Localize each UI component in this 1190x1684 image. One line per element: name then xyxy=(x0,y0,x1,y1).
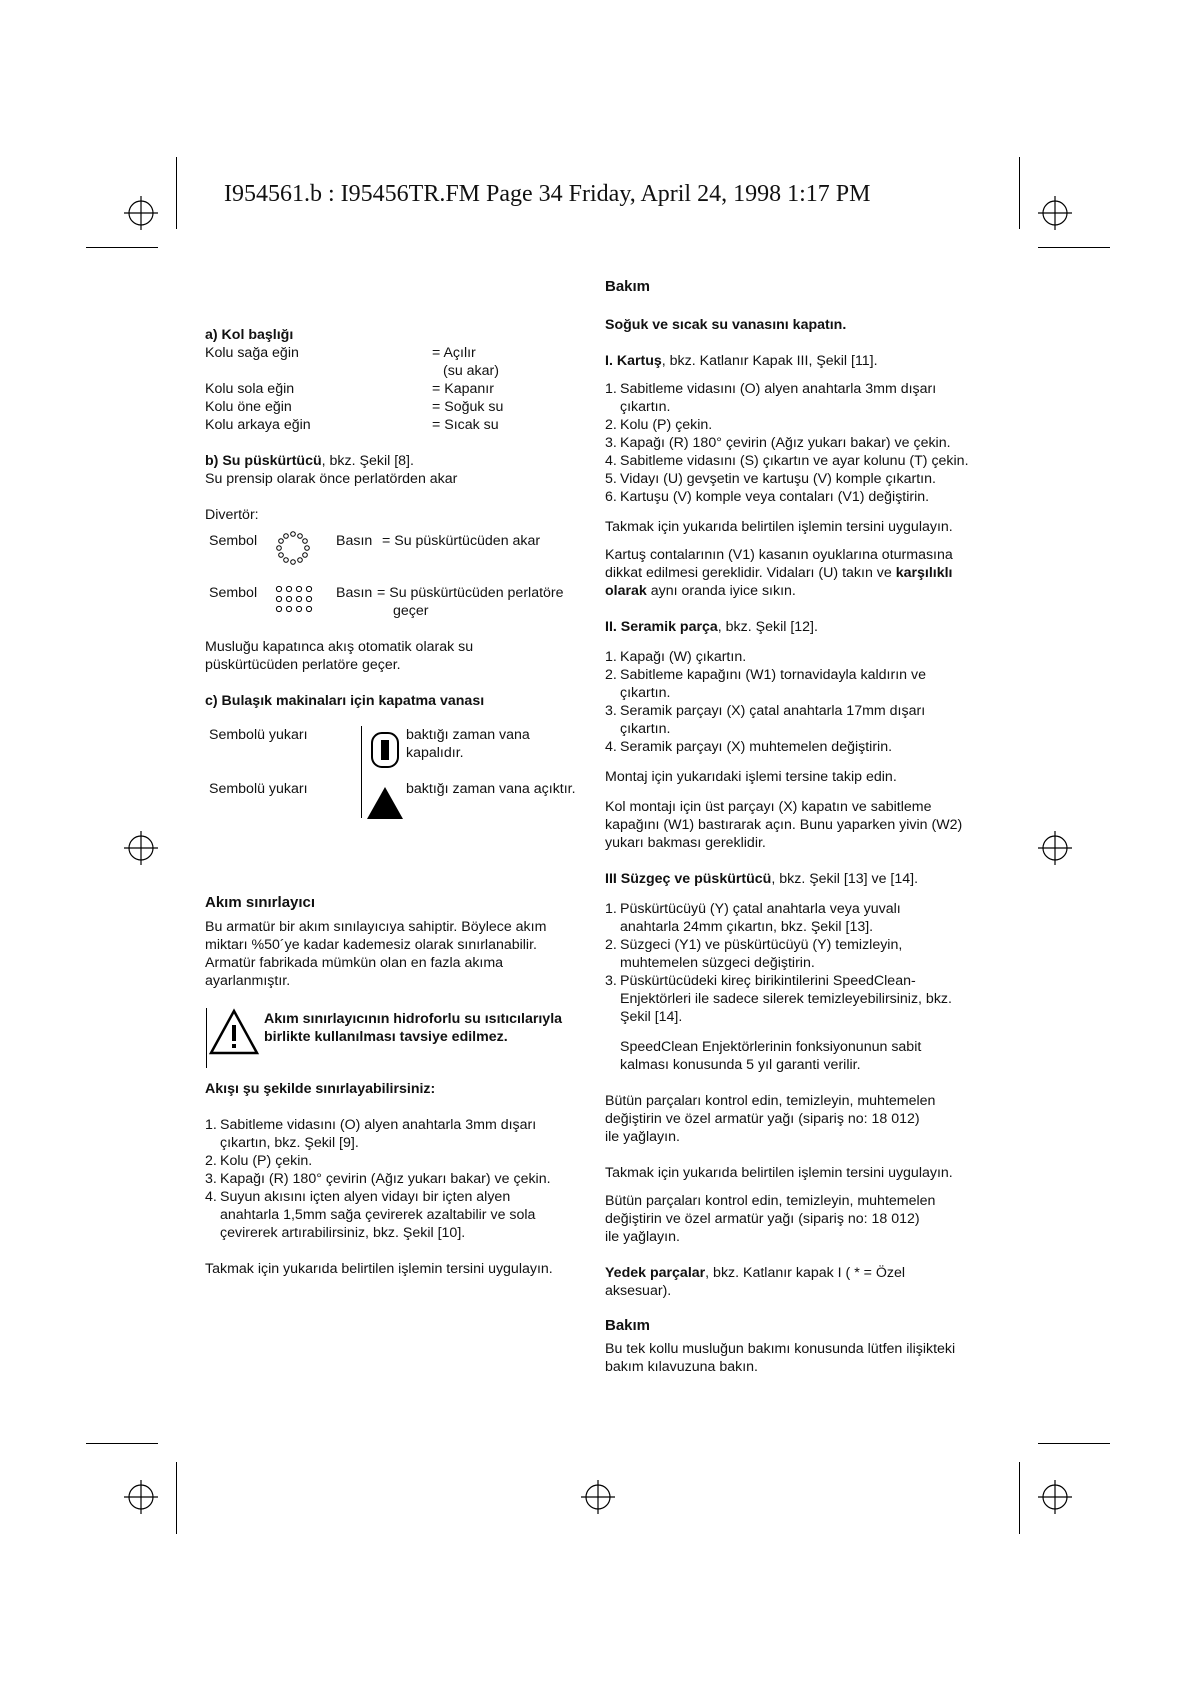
butun-text: değiştirin ve özel armatür yağı (sipariş no: 18 012) xyxy=(605,1211,920,1227)
yedek-title: Yedek parçalar xyxy=(605,1265,706,1281)
seramik-step-line: Seramik parçayı (X) çatal anahtarla 17mm dışarı xyxy=(620,703,926,719)
yedek-ref: , bkz. Katlanır kapak I ( * = Özel xyxy=(705,1265,906,1281)
suzgec-step-line: Püskürtücüyü (Y) çatal anahtarla veya yuvalı xyxy=(620,901,901,917)
butun-text: Bütün parçaları kontrol edin, temizleyin, muhtemelen xyxy=(605,1093,936,1109)
kartus-contalar xyxy=(605,582,796,600)
kol-result: (su akar) xyxy=(443,363,499,379)
seramik-title: II. Seramik parça xyxy=(605,619,718,635)
kartus-contalar-bold: olarak xyxy=(605,583,647,599)
bakim2-heading: Bakım xyxy=(605,1317,651,1334)
crop-line xyxy=(176,157,177,229)
yedek-ref2: aksesuar). xyxy=(605,1283,672,1299)
crop-line xyxy=(86,247,158,248)
kartus-step-line: Sabitleme vidasını (O) alyen anahtarla 3mm dışarı xyxy=(620,381,937,397)
seramik-heading xyxy=(605,618,818,636)
kartus-contalar-part: dikkat edilmesi gereklidir. Vidaları (U) takın ve xyxy=(605,565,896,581)
seramik-step-line: Seramik parçayı (X) muhtemelen değiştirin. xyxy=(620,739,893,755)
divertor-desc: = Su püskürtücüden perlatöre xyxy=(377,585,564,601)
yedek-heading xyxy=(605,1264,905,1282)
kol-action: Kolu öne eğin xyxy=(205,399,292,415)
bulasik-desc: baktığı zaman vana xyxy=(406,727,530,743)
akim-text: Bu armatür bir akım sınılayıcıya sahiptir. Böylece akım xyxy=(205,919,547,935)
akim-heading: Akım sınırlayıcı xyxy=(205,894,316,911)
open-valve-triangle-icon xyxy=(366,786,404,820)
akim-footer: Takmak için yukarıda belirtilen işlemin tersini uygulayın. xyxy=(205,1261,553,1277)
akim-step-num: 1. xyxy=(205,1117,217,1133)
bulasik-desc: kapalıdır. xyxy=(406,745,464,761)
divertor-basin: Basın xyxy=(336,533,373,549)
crop-line xyxy=(1038,1443,1110,1444)
akim-step-line: Kolu (P) çekin. xyxy=(220,1153,313,1169)
bulasik-title: c) Bulaşık makinaları için kapatma vanası xyxy=(205,693,485,709)
butun-text: ile yağlayın. xyxy=(605,1229,680,1245)
kol-result: = Sıcak su xyxy=(432,417,499,433)
seramik-kol-montaj: Kol montajı için üst parçayı (X) kapatın ve sabitleme xyxy=(605,799,932,815)
su-puskurtucu-ref: , bkz. Şekil [8]. xyxy=(321,453,414,469)
akim-step-line: çıkartın, bkz. Şekil [9]. xyxy=(220,1135,359,1151)
seramik-step-num: 3. xyxy=(605,703,617,719)
bakim2-text: bakım kılavuzuna bakın. xyxy=(605,1359,758,1375)
bakim-heading: Bakım xyxy=(605,278,651,295)
crop-line xyxy=(1038,247,1110,248)
grid-dots-symbol-icon xyxy=(274,584,314,614)
suzgec-step-line: anahtarla 24mm çıkartın, bkz. Şekil [13]. xyxy=(620,919,874,935)
suzgec-step-line: Şekil [14]. xyxy=(620,1009,683,1025)
kartus-step-num: 1. xyxy=(605,381,617,397)
kartus-step-num: 4. xyxy=(605,453,617,469)
seramik-ref: , bkz. Şekil [12]. xyxy=(717,619,818,635)
registration-mark-icon xyxy=(581,1480,615,1514)
seramik-step-line: çıkartın. xyxy=(620,721,671,737)
seramik-step-num: 1. xyxy=(605,649,617,665)
su-puskurtucu-title: b) Su püskürtücü xyxy=(205,453,322,469)
suzgec-step-line: muhtemelen süzgeci değiştirin. xyxy=(620,955,815,971)
divertor-basin: Basın xyxy=(336,585,373,601)
bakim-intro: Soğuk ve sıcak su vanasını kapatın. xyxy=(605,317,847,333)
suzgec-step-line: Enjektörleri ile sadece silerek temizleyebilirsiniz, bkz. xyxy=(620,991,952,1007)
bulasik-label: Sembolü yukarı xyxy=(209,781,308,797)
kartus-contalar xyxy=(605,564,953,582)
suzgec-heading xyxy=(605,870,918,888)
kartus-step-line: Kartuşu (V) komple veya contaları (V1) değiştirin. xyxy=(620,489,930,505)
bulasik-desc: baktığı zaman vana açıktır. xyxy=(406,781,576,797)
crop-line xyxy=(86,1443,158,1444)
kol-result: = Kapanır xyxy=(432,381,494,397)
kartus-step-num: 3. xyxy=(605,435,617,451)
bulasik-divider xyxy=(361,726,362,818)
kartus-step-num: 5. xyxy=(605,471,617,487)
warning-divider xyxy=(206,1008,207,1068)
butun-text: değiştirin ve özel armatür yağı (sipariş no: 18 012) xyxy=(605,1111,920,1127)
divertor-desc: geçer xyxy=(393,603,429,619)
divertor-desc: = Su püskürtücüden akar xyxy=(382,533,541,549)
kartus-step-line: Kapağı (R) 180° çevirin (Ağız yukarı bakar) ve çekin. xyxy=(620,435,951,451)
divertor-sembol: Sembol xyxy=(209,533,258,549)
bakim2-title xyxy=(605,1316,650,1335)
kartus-step-line: Kolu (P) çekin. xyxy=(620,417,713,433)
suzgec-ref: , bkz. Şekil [13] ve [14]. xyxy=(771,871,919,887)
ring-dots-symbol-icon xyxy=(275,530,311,566)
akim-step-line: çevirerek artırabilirsiniz, bkz. Şekil [10]. xyxy=(220,1225,466,1241)
seramik-step-num: 4. xyxy=(605,739,617,755)
suzgec-step-line: Püskürtücüdeki kireç birikintilerini SpeedClean- xyxy=(620,973,916,989)
crop-line xyxy=(1019,157,1020,229)
divertor-sembol: Sembol xyxy=(209,585,258,601)
divertor-label: Divertör: xyxy=(205,507,259,523)
kol-result: = Açılır xyxy=(432,345,476,361)
registration-mark-icon xyxy=(1038,1480,1072,1514)
warning-icon xyxy=(208,1008,260,1056)
akim-text: ayarlanmıştır. xyxy=(205,973,291,989)
kol-result: = Soğuk su xyxy=(432,399,504,415)
closed-valve-symbol-icon xyxy=(371,732,399,768)
warning-text: birlikte kullanılması tavsiye edilmez. xyxy=(264,1029,508,1045)
akim-step-line: Sabitleme vidasını (O) alyen anahtarla 3mm dışarı xyxy=(220,1117,537,1133)
akim-step-line: anahtarla 1,5mm sağa çevirerek azaltabilir ve sola xyxy=(220,1207,536,1223)
kartus-contalar: Kartuş contalarının (V1) kasanın oyuklarına oturmasına xyxy=(605,547,953,563)
akim-text: miktarı %50´ye kadar kademesiz olarak sınırlanabilir. xyxy=(205,937,537,953)
registration-mark-icon xyxy=(1038,831,1072,865)
bulasik-label: Sembolü yukarı xyxy=(209,727,308,743)
su-puskurtucu-text: Su prensip olarak önce perlatörden akar xyxy=(205,471,458,487)
suzgec-speedclean: kalması konusunda 5 yıl garanti verilir. xyxy=(620,1057,861,1073)
registration-mark-icon xyxy=(124,196,158,230)
seramik-step-num: 2. xyxy=(605,667,617,683)
suzgec-speedclean: SpeedClean Enjektörlerinin fonksiyonunun sabit xyxy=(620,1039,922,1055)
kol-action: Kolu sola eğin xyxy=(205,381,295,397)
registration-mark-icon xyxy=(124,1480,158,1514)
kartus-step-line: Vidayı (U) gevşetin ve kartuşu (V) komple çıkartın. xyxy=(620,471,936,487)
suzgec-step-num: 3. xyxy=(605,973,617,989)
butun-text: Bütün parçaları kontrol edin, temizleyin, muhtemelen xyxy=(605,1193,936,1209)
kol-action: Kolu sağa eğin xyxy=(205,345,299,361)
kol-basligi-title: a) Kol başlığı xyxy=(205,327,294,343)
seramik-kol-montaj: yukarı bakması gereklidir. xyxy=(605,835,766,851)
kartus-takmak: Takmak için yukarıda belirtilen işlemin tersini uygulayın. xyxy=(605,519,953,535)
seramik-step-line: Kapağı (W) çıkartın. xyxy=(620,649,747,665)
akim-subtitle: Akışı şu şekilde sınırlayabilirsiniz: xyxy=(205,1081,436,1097)
suzgec-title: III Süzgeç ve püskürtücü xyxy=(605,871,772,887)
akim-step-line: Suyun akısını içten alyen vidayı bir içten alyen xyxy=(220,1189,511,1205)
seramik-montaj: Montaj için yukarıdaki işlemi tersine takip edin. xyxy=(605,769,897,785)
su-puskurtucu-heading xyxy=(205,452,414,470)
musluk-text: püskürtücüden perlatöre geçer. xyxy=(205,657,401,673)
registration-mark-icon xyxy=(1038,196,1072,230)
kartus-step-num: 6. xyxy=(605,489,617,505)
kartus-contalar-part: aynı oranda iyice sıkın. xyxy=(646,583,796,599)
kartus-step-num: 2. xyxy=(605,417,617,433)
akim-step-num: 3. xyxy=(205,1171,217,1187)
suzgec-step-num: 2. xyxy=(605,937,617,953)
kartus-heading xyxy=(605,352,878,370)
kartus-title: I. Kartuş xyxy=(605,353,662,369)
warning-text: Akım sınırlayıcının hidroforlu su ısıtıcılarıyla xyxy=(264,1011,563,1027)
seramik-kol-montaj: kapağını (W1) bastırarak açın. Bunu yaparken yivin (W2) xyxy=(605,817,963,833)
page-header: I954561.b : I95456TR.FM Page 34 Friday, April 24, 1998 1:17 PM xyxy=(224,181,871,207)
seramik-step-line: çıkartın. xyxy=(620,685,671,701)
registration-mark-icon xyxy=(124,831,158,865)
akim-step-num: 2. xyxy=(205,1153,217,1169)
suzgec-takmak: Takmak için yukarıda belirtilen işlemin tersini uygulayın. xyxy=(605,1165,953,1181)
suzgec-step-num: 1. xyxy=(605,901,617,917)
kartus-contalar-bold: karşılıklı xyxy=(895,565,953,581)
kartus-ref: , bkz. Katlanır Kapak III, Şekil [11]. xyxy=(661,353,878,369)
suzgec-step-line: Süzgeci (Y1) ve püskürtücüyü (Y) temizleyin, xyxy=(620,937,903,953)
kol-action: Kolu arkaya eğin xyxy=(205,417,311,433)
akim-title xyxy=(205,893,315,912)
crop-line xyxy=(1019,1462,1020,1534)
crop-line xyxy=(176,1462,177,1534)
musluk-text: Musluğu kapatınca akış otomatik olarak su xyxy=(205,639,474,655)
bakim2-text: Bu tek kollu musluğun bakımı konusunda lütfen ilişikteki xyxy=(605,1341,956,1357)
seramik-step-line: Sabitleme kapağını (W1) tornavidayla kaldırın ve xyxy=(620,667,926,683)
akim-step-num: 4. xyxy=(205,1189,217,1205)
kartus-step-line: çıkartın. xyxy=(620,399,671,415)
kartus-step-line: Sabitleme vidasını (S) çıkartın ve ayar kolunu (T) çekin. xyxy=(620,453,969,469)
akim-text: Armatür fabrikada mümkün olan en fazla akıma xyxy=(205,955,504,971)
butun-text: ile yağlayın. xyxy=(605,1129,680,1145)
akim-step-line: Kapağı (R) 180° çevirin (Ağız yukarı bakar) ve çekin. xyxy=(220,1171,551,1187)
bakim-title xyxy=(605,277,650,296)
